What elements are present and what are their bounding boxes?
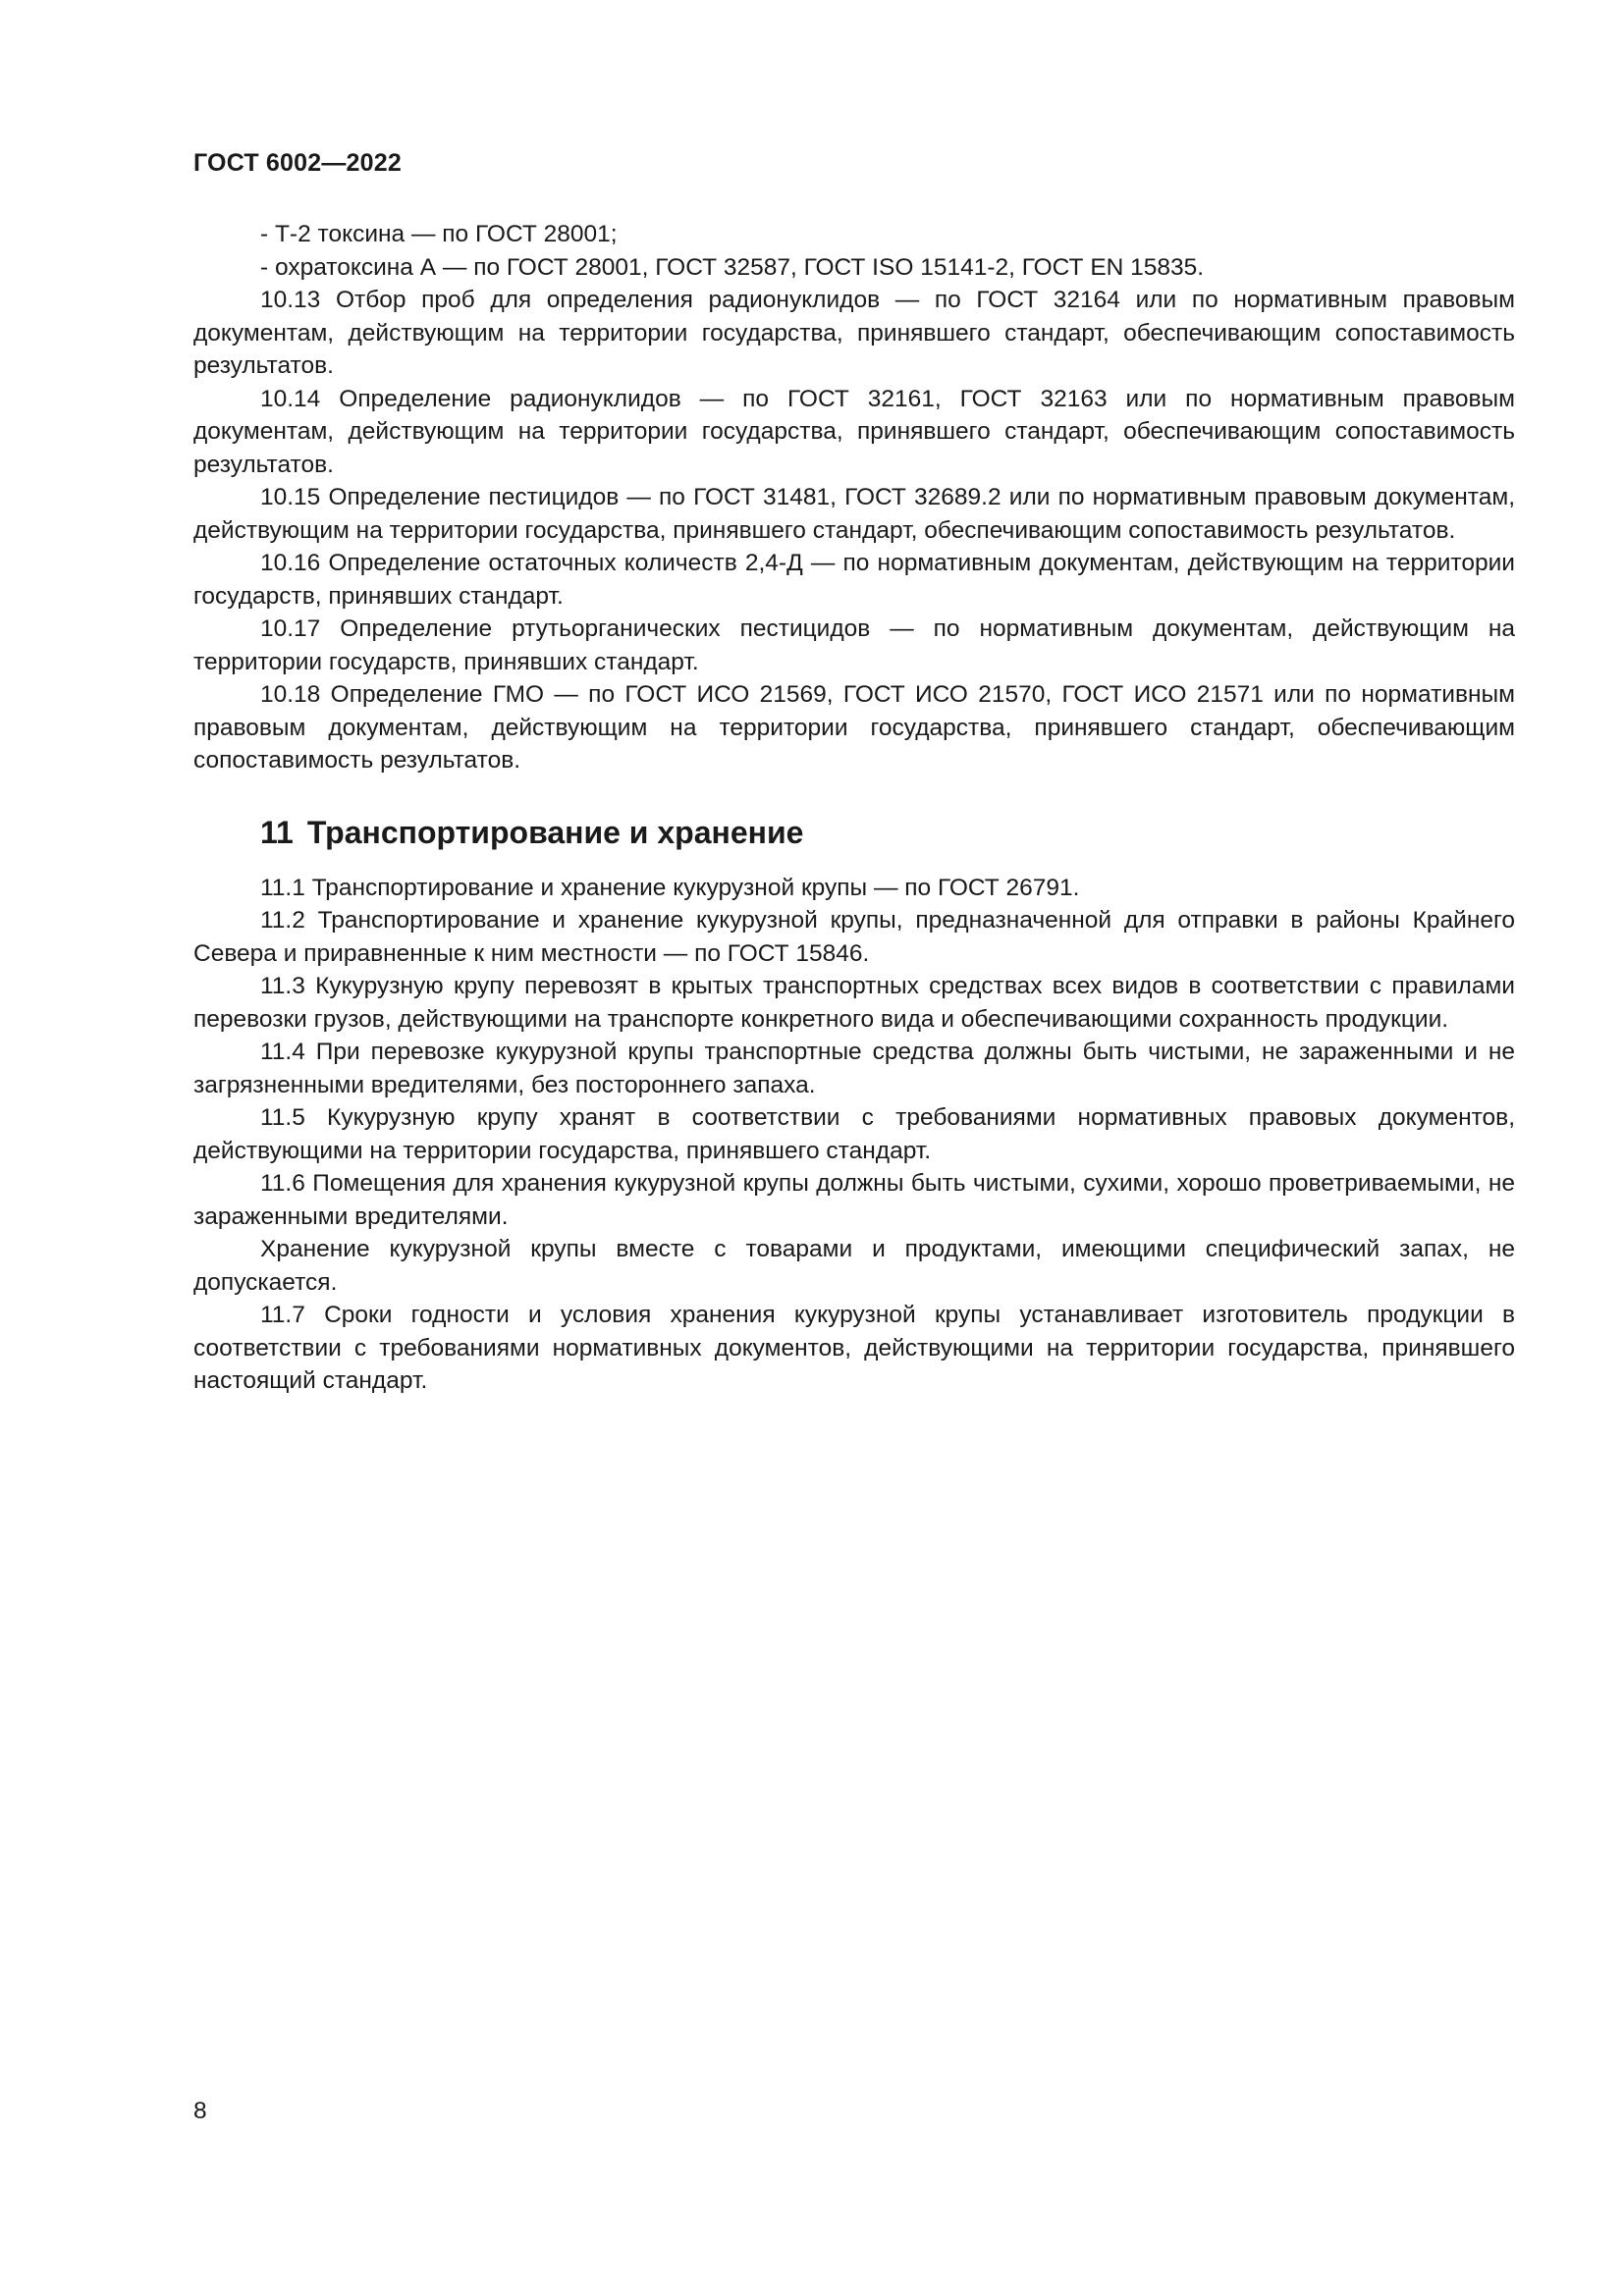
paragraph-11-6-storage: Хранение кукурузной крупы вместе с товарами и продуктами, имеющими специфический запах, не допускается.: [193, 1236, 1515, 1296]
page-number: 8: [193, 2098, 207, 2124]
document-code-header: ГОСТ 6002—2022: [193, 149, 402, 177]
paragraph-10-16: 10.16 Определение остаточных количеств 2,4-Д — по нормативным документам, действующим на территории государств, принявших стандарт.: [193, 550, 1515, 610]
paragraph-10-13: 10.13 Отбор проб для определения радионуклидов — по ГОСТ 32164 или по нормативным правовым документам, действующим на территории государства, принявшего стандарт, обеспечивающим сопоставимость результатов.: [193, 287, 1515, 379]
paragraph-11-5: 11.5 Кукурузную крупу хранят в соответствии с требованиями нормативных правовых документов, действующими на территории государства, принявшего стандарт.: [193, 1104, 1515, 1164]
paragraph-11-6: 11.6 Помещения для хранения кукурузной крупы должны быть чистыми, сухими, хорошо проветриваемыми, не зараженными вредителями.: [193, 1170, 1515, 1230]
paragraph-10-15: 10.15 Определение пестицидов — по ГОСТ 31481, ГОСТ 32689.2 или по нормативным правовым документам, действующим на территории государства, принявшего стандарт, обеспечивающим сопоставимость результатов.: [193, 484, 1515, 544]
section-number: 11: [260, 814, 294, 850]
paragraph-ochratoxin: - охратоксина А — по ГОСТ 28001, ГОСТ 32587, ГОСТ ISO 15141-2, ГОСТ EN 15835.: [260, 253, 1205, 281]
paragraph-10-17: 10.17 Определение ртутьорганических пестицидов — по нормативным документам, действующим на территории государств, принявших стандарт.: [193, 615, 1515, 675]
paragraph-11-7: 11.7 Сроки годности и условия хранения кукурузной крупы устанавливает изготовитель продукции в соответствии с требованиями нормативных документов, действующими на территории государства, принявшего настоящий стандарт.: [193, 1302, 1515, 1394]
paragraph-11-1: 11.1 Транспортирование и хранение кукурузной крупы — по ГОСТ 26791.: [260, 874, 1080, 901]
paragraph-10-14: 10.14 Определение радионуклидов — по ГОСТ 32161, ГОСТ 32163 или по нормативным правовым документам, действующим на территории государства, принявшего стандарт, обеспечивающим сопоставимость результатов.: [193, 385, 1515, 478]
paragraph-10-18: 10.18 Определение ГМО — по ГОСТ ИСО 21569, ГОСТ ИСО 21570, ГОСТ ИСО 21571 или по нормативным правовым документам, действующим на территории государства, принявшего стандарт, обеспечивающим сопоставимость результатов.: [193, 681, 1515, 774]
section-title: Транспортирование и хранение: [306, 814, 804, 850]
section-heading: [193, 813, 1515, 852]
paragraph-11-2: 11.2 Транспортирование и хранение кукурузной крупы, предназначенной для отправки в районы Крайнего Севера и приравненные к ним местности — по ГОСТ 15846.: [193, 907, 1515, 967]
paragraph-11-4: 11.4 При перевозке кукурузной крупы транспортные средства должны быть чистыми, не зараженными и не загрязненными вредителями, без постороннего запаха.: [193, 1039, 1515, 1098]
paragraph-t2-toxin: - Т-2 токсина — по ГОСТ 28001;: [260, 221, 618, 247]
document-body: [193, 218, 1515, 1398]
paragraph-11-3: 11.3 Кукурузную крупу перевозят в крытых транспортных средствах всех видов в соответствии с правилами перевозки грузов, действующими на транспорте конкретного вида и обеспечивающими сохранность продукции.: [193, 973, 1515, 1033]
